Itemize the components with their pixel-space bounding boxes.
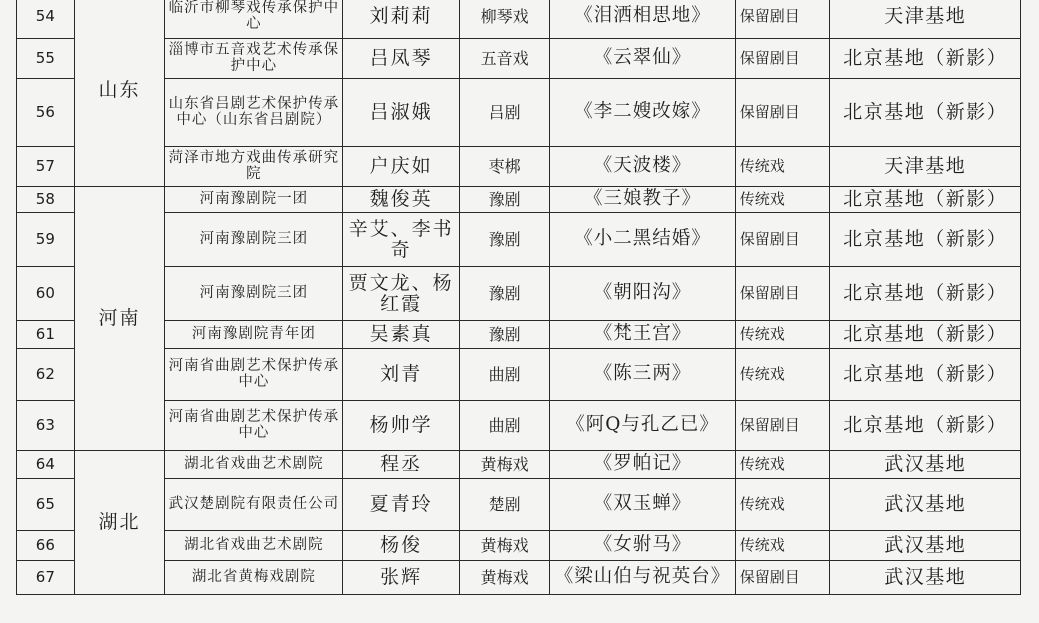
type-cell: 保留剧目 (735, 213, 830, 267)
table-row (17, 479, 1021, 531)
actor-cell: 刘青 (343, 349, 459, 401)
actor-cell: 辛艾、李书奇 (343, 213, 459, 267)
actor-cell: 吕凤琴 (343, 39, 459, 79)
table-row (17, 147, 1021, 187)
play-cell: 《陈三两》 (550, 349, 735, 401)
genre-cell: 豫剧 (459, 213, 550, 267)
play-cell: 《双玉蝉》 (550, 479, 735, 531)
type-cell: 保留剧目 (735, 39, 830, 79)
play-cell: 《小二黑结婚》 (550, 213, 735, 267)
unit-cell: 河南省曲剧艺术保护传承中心 (165, 401, 343, 451)
type-cell: 传统戏 (735, 349, 830, 401)
actor-cell: 杨俊 (343, 531, 459, 561)
base-cell: 北京基地（新影） (830, 187, 1021, 213)
table-row (17, 531, 1021, 561)
base-cell: 武汉基地 (830, 561, 1021, 595)
unit-cell: 武汉楚剧院有限责任公司 (165, 479, 343, 531)
table-row (17, 0, 1021, 39)
base-cell: 北京基地（新影） (830, 39, 1021, 79)
genre-cell: 枣梆 (459, 147, 550, 187)
type-cell: 传统戏 (735, 479, 830, 531)
row-number-cell: 55 (17, 39, 75, 79)
table-row (17, 349, 1021, 401)
row-number-cell: 61 (17, 321, 75, 349)
genre-cell: 黄梅戏 (459, 531, 550, 561)
table-row (17, 267, 1021, 321)
province-cell: 山东 (74, 0, 165, 187)
unit-cell: 临沂市柳琴戏传承保护中心 (165, 0, 343, 39)
row-number-cell: 60 (17, 267, 75, 321)
base-cell: 北京基地（新影） (830, 401, 1021, 451)
unit-cell: 湖北省黄梅戏剧院 (165, 561, 343, 595)
genre-cell: 黄梅戏 (459, 561, 550, 595)
genre-cell: 豫剧 (459, 321, 550, 349)
row-number-cell: 66 (17, 531, 75, 561)
unit-cell: 湖北省戏曲艺术剧院 (165, 531, 343, 561)
play-cell: 《天波楼》 (550, 147, 735, 187)
table-body (17, 0, 1021, 595)
play-cell: 《梵王宫》 (550, 321, 735, 349)
play-cell: 《泪洒相思地》 (550, 0, 735, 39)
unit-cell: 河南豫剧院青年团 (165, 321, 343, 349)
genre-cell: 曲剧 (459, 349, 550, 401)
table-row (17, 39, 1021, 79)
base-cell: 北京基地（新影） (830, 349, 1021, 401)
unit-cell: 淄博市五音戏艺术传承保护中心 (165, 39, 343, 79)
row-number-cell: 65 (17, 479, 75, 531)
genre-cell: 柳琴戏 (459, 0, 550, 39)
base-cell: 武汉基地 (830, 531, 1021, 561)
play-cell: 《李二嫂改嫁》 (550, 79, 735, 147)
table-row (17, 451, 1021, 479)
play-cell: 《朝阳沟》 (550, 267, 735, 321)
play-cell: 《云翠仙》 (550, 39, 735, 79)
row-number-cell: 67 (17, 561, 75, 595)
base-cell: 武汉基地 (830, 479, 1021, 531)
actor-cell: 夏青玲 (343, 479, 459, 531)
genre-cell: 楚剧 (459, 479, 550, 531)
actor-cell: 户庆如 (343, 147, 459, 187)
type-cell: 保留剧目 (735, 561, 830, 595)
table-row (17, 321, 1021, 349)
play-cell: 《阿Q与孔乙已》 (550, 401, 735, 451)
actor-cell: 杨帅学 (343, 401, 459, 451)
actor-cell: 吴素真 (343, 321, 459, 349)
type-cell: 传统戏 (735, 187, 830, 213)
row-number-cell: 54 (17, 0, 75, 39)
actor-cell: 魏俊英 (343, 187, 459, 213)
actor-cell: 张辉 (343, 561, 459, 595)
base-cell: 天津基地 (830, 147, 1021, 187)
actor-cell: 吕淑娥 (343, 79, 459, 147)
type-cell: 传统戏 (735, 321, 830, 349)
actor-cell: 程丞 (343, 451, 459, 479)
genre-cell: 吕剧 (459, 79, 550, 147)
play-cell: 《梁山伯与祝英台》 (550, 561, 735, 595)
table-row (17, 213, 1021, 267)
unit-cell: 河南豫剧院三团 (165, 213, 343, 267)
row-number-cell: 56 (17, 79, 75, 147)
genre-cell: 曲剧 (459, 401, 550, 451)
unit-cell: 河南豫剧院三团 (165, 267, 343, 321)
table-row (17, 401, 1021, 451)
type-cell: 传统戏 (735, 531, 830, 561)
province-cell: 湖北 (74, 451, 165, 595)
table-row (17, 561, 1021, 595)
genre-cell: 豫剧 (459, 267, 550, 321)
row-number-cell: 64 (17, 451, 75, 479)
genre-cell: 五音戏 (459, 39, 550, 79)
type-cell: 保留剧目 (735, 79, 830, 147)
base-cell: 北京基地（新影） (830, 267, 1021, 321)
play-cell: 《罗帕记》 (550, 451, 735, 479)
table-row (17, 79, 1021, 147)
row-number-cell: 62 (17, 349, 75, 401)
row-number-cell: 59 (17, 213, 75, 267)
genre-cell: 豫剧 (459, 187, 550, 213)
table-row (17, 187, 1021, 213)
unit-cell: 菏泽市地方戏曲传承研究院 (165, 147, 343, 187)
troupe-table (16, 0, 1021, 595)
actor-cell: 刘莉莉 (343, 0, 459, 39)
unit-cell: 河南省曲剧艺术保护传承中心 (165, 349, 343, 401)
row-number-cell: 57 (17, 147, 75, 187)
actor-cell: 贾文龙、杨红霞 (343, 267, 459, 321)
base-cell: 北京基地（新影） (830, 321, 1021, 349)
unit-cell: 山东省吕剧艺术保护传承中心（山东省吕剧院） (165, 79, 343, 147)
base-cell: 北京基地（新影） (830, 213, 1021, 267)
row-number-cell: 58 (17, 187, 75, 213)
play-cell: 《女驸马》 (550, 531, 735, 561)
base-cell: 天津基地 (830, 0, 1021, 39)
unit-cell: 湖北省戏曲艺术剧院 (165, 451, 343, 479)
type-cell: 保留剧目 (735, 267, 830, 321)
type-cell: 保留剧目 (735, 401, 830, 451)
type-cell: 传统戏 (735, 147, 830, 187)
unit-cell: 河南豫剧院一团 (165, 187, 343, 213)
type-cell: 保留剧目 (735, 0, 830, 39)
base-cell: 北京基地（新影） (830, 79, 1021, 147)
province-cell: 河南 (74, 187, 165, 451)
row-number-cell: 63 (17, 401, 75, 451)
play-cell: 《三娘教子》 (550, 187, 735, 213)
base-cell: 武汉基地 (830, 451, 1021, 479)
type-cell: 传统戏 (735, 451, 830, 479)
genre-cell: 黄梅戏 (459, 451, 550, 479)
